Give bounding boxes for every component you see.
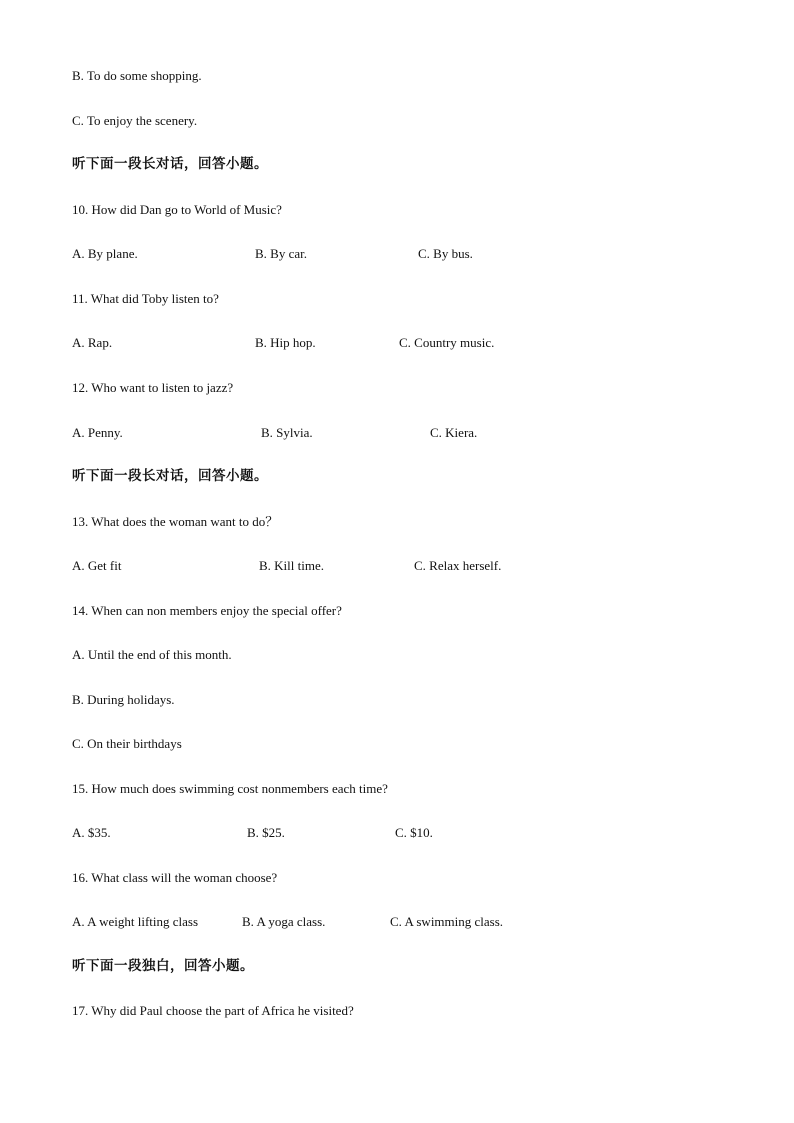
- section-heading-long-dialogue-2: 听下面一段长对话，回答小题。: [72, 468, 268, 484]
- option-b: B. A yoga class.: [242, 914, 326, 929]
- option-c: C. By bus.: [418, 246, 473, 261]
- option-a: A. $35.: [72, 825, 111, 840]
- question-14: 14. When can non members enjoy the special offer?: [72, 603, 342, 618]
- question-17: 17. Why did Paul choose the part of Africa he visited?: [72, 1003, 354, 1018]
- option-c: C. Kiera.: [430, 425, 478, 440]
- option-c: C. $10.: [395, 825, 433, 840]
- option-a: A. Penny.: [72, 425, 123, 440]
- option-b: B. $25.: [247, 825, 285, 840]
- option-a: A. By plane.: [72, 246, 138, 261]
- option-c: C. A swimming class.: [390, 914, 504, 929]
- question-10-options: [72, 246, 672, 262]
- option-b: B. Hip hop.: [255, 335, 316, 350]
- option-a: A. Get fit: [72, 558, 122, 573]
- option-b: B. Kill time.: [259, 558, 324, 573]
- section-heading-monologue: 听下面一段独白，回答小题。: [72, 958, 254, 974]
- question-11-options: [72, 335, 672, 351]
- question-14-option-a: A. Until the end of this month.: [72, 647, 232, 662]
- question-10: 10. How did Dan go to World of Music?: [72, 202, 282, 217]
- option-b: B. Sylvia.: [261, 425, 313, 440]
- option-b-shopping: B. To do some shopping.: [72, 68, 202, 83]
- question-12: 12. Who want to listen to jazz?: [72, 380, 234, 395]
- section-heading-long-dialogue-1: 听下面一段长对话，回答小题。: [72, 156, 268, 172]
- question-15-options: [72, 825, 672, 841]
- question-16: 16. What class will the woman choose?: [72, 870, 278, 885]
- question-13: 13. What does the woman want to do？: [72, 514, 279, 529]
- question-12-options: [72, 425, 672, 441]
- question-11: 11. What did Toby listen to?: [72, 291, 219, 306]
- question-16-options: [72, 914, 672, 930]
- question-14-option-c: C. On their birthdays: [72, 736, 182, 751]
- option-c: C. Relax herself.: [414, 558, 502, 573]
- question-14-option-b: B. During holidays.: [72, 692, 175, 707]
- option-c-scenery: C. To enjoy the scenery.: [72, 113, 198, 128]
- option-c: C. Country music.: [399, 335, 495, 350]
- option-b: B. By car.: [255, 246, 307, 261]
- option-a: A. Rap.: [72, 335, 113, 350]
- question-15: 15. How much does swimming cost nonmembers each time?: [72, 781, 388, 796]
- option-a: A. A weight lifting class: [72, 914, 199, 929]
- question-13-options: [72, 558, 672, 574]
